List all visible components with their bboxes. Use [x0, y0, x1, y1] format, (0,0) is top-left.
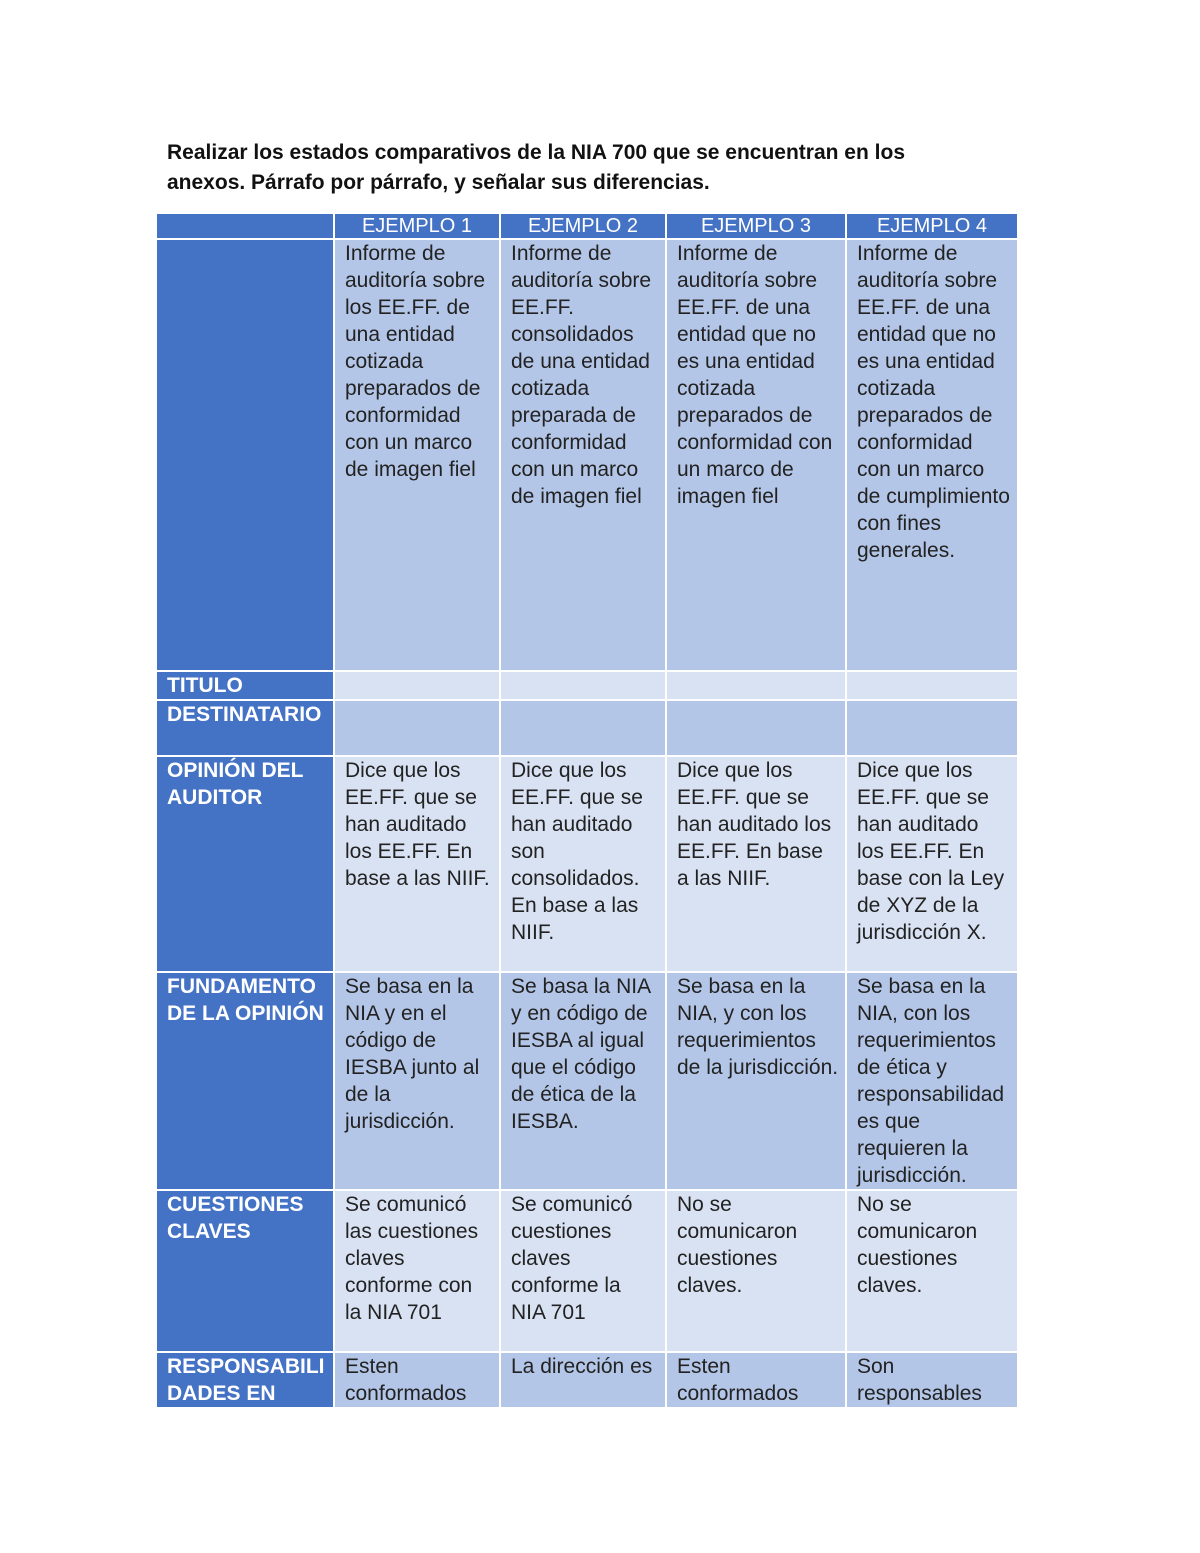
row-label: TITULO [157, 672, 333, 699]
table-cell: Informe de auditoría sobre los EE.FF. de una entidad cotizada preparados de conformidad con un marco de imagen fiel [335, 240, 499, 670]
row-label: OPINIÓN DEL AUDITOR [157, 757, 333, 971]
table-cell: Informe de auditoría sobre EE.FF. consolidados de una entidad cotizada preparada de conformidad con un marco de imagen fiel [501, 240, 665, 670]
table-cell: Se basa la NIA y en código de IESBA al igual que el código de ética de la IESBA. [501, 973, 665, 1189]
table-cell [667, 672, 845, 699]
table-header-row [157, 214, 1017, 238]
table-cell: Informe de auditoría sobre EE.FF. de una entidad que no es una entidad cotizada preparados de conformidad con un marco de imagen fiel [667, 240, 845, 670]
table-cell: Se comunicó cuestiones claves conforme la NIA 701 [501, 1191, 665, 1351]
table-row [157, 672, 1017, 699]
column-header-ejemplo-4: EJEMPLO 4 [847, 214, 1017, 238]
column-header-ejemplo-2: EJEMPLO 2 [501, 214, 665, 238]
table-cell [847, 672, 1017, 699]
row-label: CUESTIONES CLAVES [157, 1191, 333, 1351]
table-cell: Esten conformados [335, 1353, 499, 1407]
table-cell [501, 672, 665, 699]
table-cell: La dirección es [501, 1353, 665, 1407]
row-label: RESPONSABILIDADES EN [157, 1353, 333, 1407]
table-cell: Esten conformados [667, 1353, 845, 1407]
table-cell: No se comunicaron cuestiones claves. [847, 1191, 1017, 1351]
table-row [157, 1353, 1017, 1407]
table-cell [667, 701, 845, 755]
table-corner-cell [157, 214, 333, 238]
table-cell: Se basa en la NIA, con los requerimientos de ética y responsabilidades que requieren la jurisdicción. [847, 973, 1017, 1189]
table-cell [847, 701, 1017, 755]
table-cell [335, 672, 499, 699]
table-cell: Dice que los EE.FF. que se han auditado los EE.FF. En base con la Ley de XYZ de la jurisdicción X. [847, 757, 1017, 971]
table-cell: Dice que los EE.FF. que se han auditado los EE.FF. En base a las NIIF. [667, 757, 845, 971]
row-label: FUNDAMENTO DE LA OPINIÓN [157, 973, 333, 1189]
column-header-ejemplo-3: EJEMPLO 3 [667, 214, 845, 238]
table-cell: Dice que los EE.FF. que se han auditado los EE.FF. En base a las NIIF. [335, 757, 499, 971]
table-cell: Son responsables [847, 1353, 1017, 1407]
table-cell: Se basa en la NIA, y con los requerimientos de la jurisdicción. [667, 973, 845, 1189]
table-row [157, 701, 1017, 755]
table-cell [501, 701, 665, 755]
heading-line-1: Realizar los estados comparativos de la NIA 700 que se encuentran en los [167, 141, 905, 164]
table-cell: Dice que los EE.FF. que se han auditado son consolidados. En base a las NIIF. [501, 757, 665, 971]
table-cell: Se comunicó las cuestiones claves conforme con la NIA 701 [335, 1191, 499, 1351]
heading-line-2: anexos. Párrafo por párrafo, y señalar sus diferencias. [167, 171, 710, 194]
table-cell: Informe de auditoría sobre EE.FF. de una entidad que no es una entidad cotizada preparados de conformidad con un marco de cumplimiento con fines generales. [847, 240, 1017, 670]
table-cell [335, 701, 499, 755]
document-heading [167, 138, 1037, 198]
table-row [157, 1191, 1017, 1351]
row-label: DESTINATARIO [157, 701, 333, 755]
table-cell: Se basa en la NIA y en el código de IESBA junto al de la jurisdicción. [335, 973, 499, 1189]
table-row [157, 240, 1017, 670]
row-label [157, 240, 333, 670]
table-cell: No se comunicaron cuestiones claves. [667, 1191, 845, 1351]
column-header-ejemplo-1: EJEMPLO 1 [335, 214, 499, 238]
table-row [157, 973, 1017, 1189]
comparison-table [155, 212, 1019, 1409]
table-row [157, 757, 1017, 971]
